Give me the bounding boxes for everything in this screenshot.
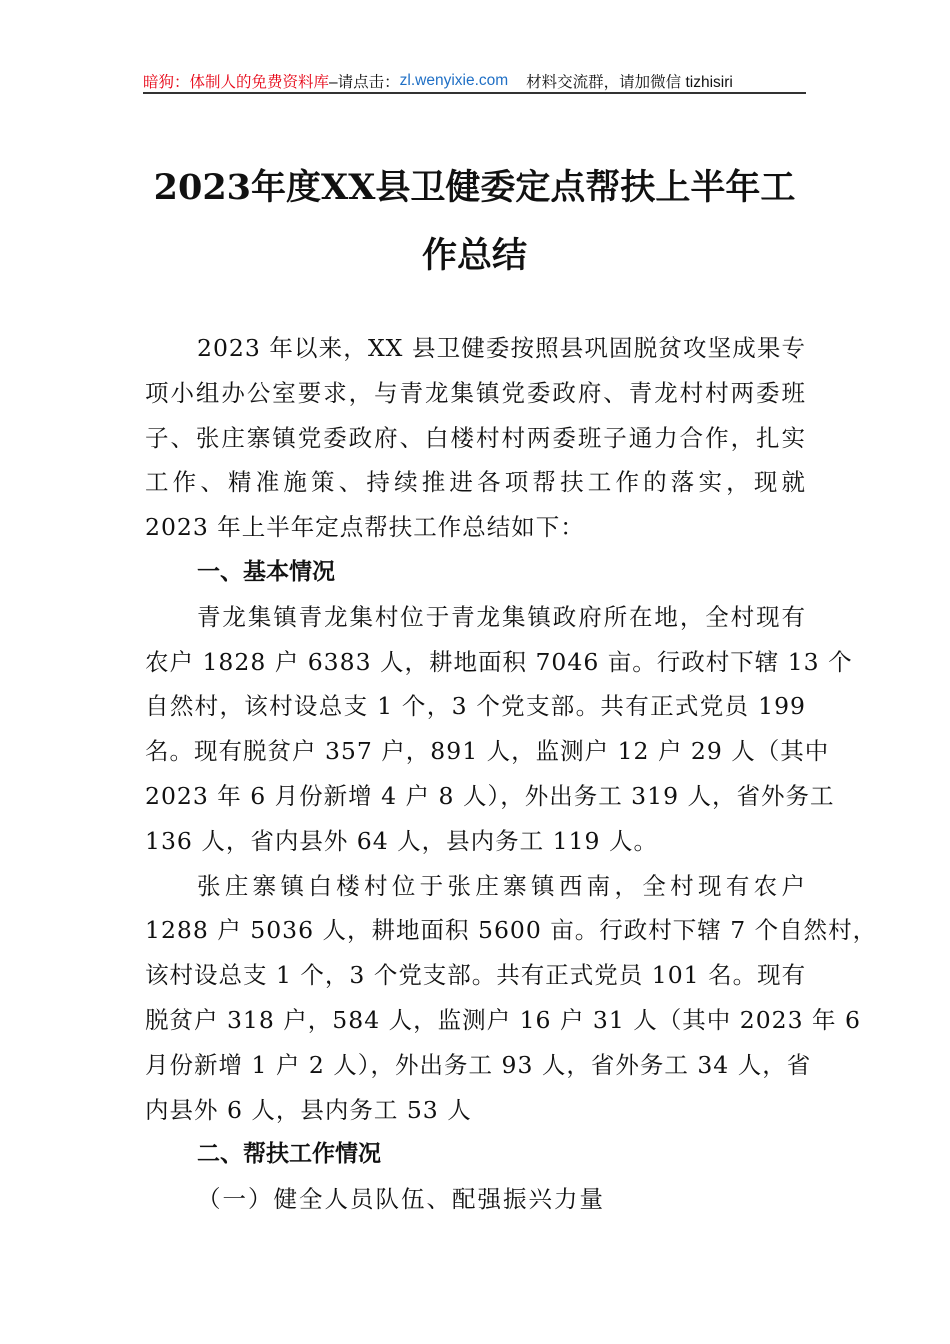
paragraph-line: 青龙集镇青龙集村位于青龙集镇政府所在地，全村现有 xyxy=(197,602,806,631)
section-heading: 二、帮扶工作情况 xyxy=(197,1141,381,1168)
paragraph-line: 农户 1828 户 6383 人，耕地面积 7046 亩。行政村下辖 13 个 xyxy=(145,647,853,676)
paragraph-line: 2023 年 6 月份新增 4 户 8 人），外出务工 319 人，省外务工 xyxy=(145,781,835,810)
document-title-line-2: 作总结 xyxy=(421,235,527,276)
paragraph-line: 张庄寨镇白楼村位于张庄寨镇西南，全村现有农户 xyxy=(197,871,806,900)
paragraph-line: 名。现有脱贫户 357 户，891 人，监测户 12 户 29 人（其中 xyxy=(145,737,830,766)
paragraph-line: 脱贫户 318 户，584 人，监测户 16 户 31 人（其中 2023 年 6 xyxy=(145,1005,861,1034)
paragraph-line: 工作、精准施策、持续推进各项帮扶工作的落实，现就 xyxy=(145,468,806,497)
document-title-line-1: 2023年度XX县卫健委定点帮扶上半年工 xyxy=(153,167,796,208)
document-body xyxy=(145,326,878,1222)
header-promo: 暗狗：体制人的免费资料库 xyxy=(143,74,330,91)
paragraph-line: 月份新增 1 户 2 人），外出务工 93 人，省外务工 34 人，省 xyxy=(145,1050,812,1079)
paragraph-line: 内县外 6 人，县内务工 53 人 xyxy=(145,1095,472,1124)
header-click-label: –请点击： xyxy=(329,74,400,91)
header-group-note: 材料交流群，请加微信 tizhisiri xyxy=(526,74,733,91)
paragraph-line: 该村设总支 1 个，3 个党支部。共有正式党员 101 名。现有 xyxy=(145,961,807,990)
header-link[interactable]: zl.wenyixie.com xyxy=(399,72,509,89)
watermark-header xyxy=(143,70,806,92)
paragraph-line: 2023 年上半年定点帮扶工作总结如下： xyxy=(145,513,585,542)
paragraph-line: 自然村，该村设总支 1 个，3 个党支部。共有正式党员 199 xyxy=(145,692,806,721)
section-heading: 一、基本情况 xyxy=(197,558,335,585)
paragraph-line: 136 人，省内县外 64 人，县内务工 119 人。 xyxy=(145,826,658,855)
paragraph-line: 项小组办公室要求，与青龙集镇党委政府、青龙村村两委班 xyxy=(145,378,806,407)
paragraph-line: 1288 户 5036 人，耕地面积 5600 亩。行政村下辖 7 个自然村， xyxy=(145,916,878,945)
subsection-heading: （一）健全人员队伍、配强振兴力量 xyxy=(197,1185,605,1214)
header-divider xyxy=(143,92,806,94)
paragraph-line: 2023 年以来，XX 县卫健委按照县巩固脱贫攻坚成果专 xyxy=(197,334,806,362)
paragraph-line: 子、张庄寨镇党委政府、白楼村村两委班子通力合作，扎实 xyxy=(145,423,806,452)
